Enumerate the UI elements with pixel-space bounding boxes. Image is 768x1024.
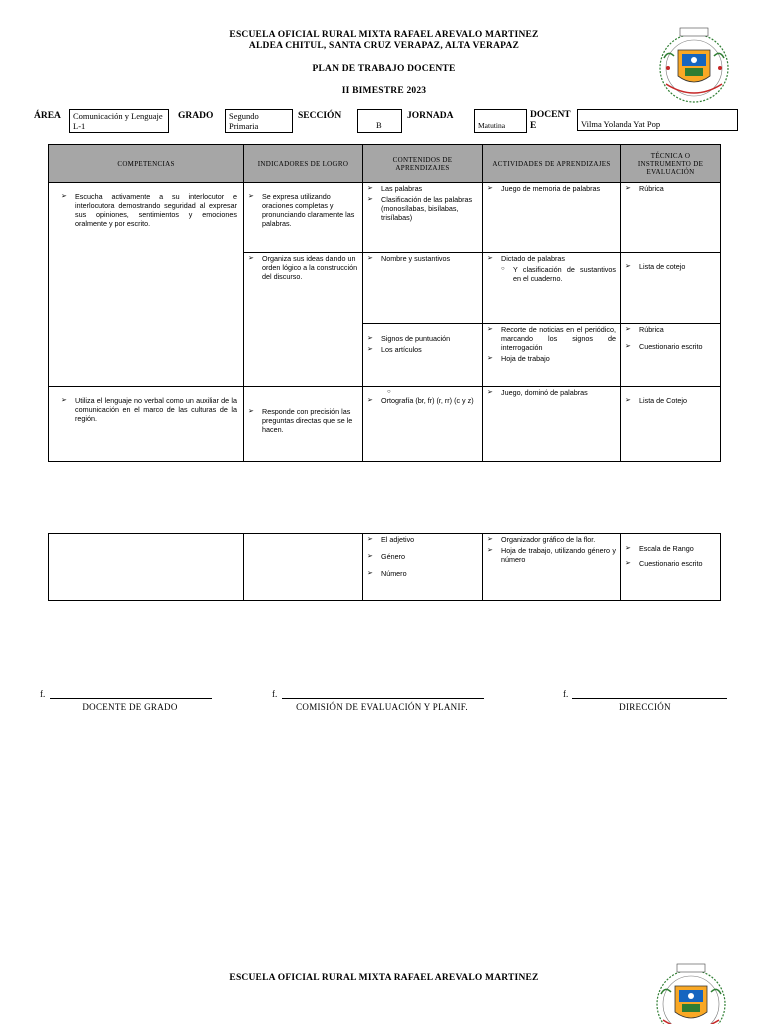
tecnica-lista-cotejo: ➢ Lista de cotejo (625, 262, 716, 271)
seccion-label: SECCIÓN (298, 111, 342, 121)
actividad-cell-3 (483, 324, 621, 387)
empty-circle-icon: ○ (387, 389, 391, 395)
jornada-value: Matutina (474, 109, 527, 133)
footer-logo (648, 960, 734, 1024)
competencia-cell-2 (49, 387, 244, 462)
sig-line-comision (282, 698, 484, 699)
school-location: ALDEA CHITUL, SANTA CRUZ VERAPAZ, ALTA VERAPAZ (248, 41, 520, 51)
actividad-clasificacion: ○ Y clasificación de sustantivos en el cuaderno. (487, 265, 616, 283)
plan-table (48, 144, 721, 462)
indicador-cell-2 (244, 253, 363, 387)
contenido-cell-4 (363, 387, 483, 462)
contenido-ortografia: ➢ Ortografía (br, fr) (r, rr) (c y z) (367, 396, 478, 405)
actividad-organizador: ➢ Organizador gráfico de la flor. (487, 535, 616, 544)
header-contenidos: CONTENIDOS DE APRENDIZAJES (363, 145, 483, 183)
competencia-2: ➢ Utiliza el lenguaje no verbal como un auxiliar de la comunicación en el marco de las culturas de la región. (61, 396, 237, 423)
contenido-genero: ➢ Género (367, 552, 478, 561)
indicador-2: ➢ Organiza sus ideas dando un orden lógico a la construcción del discurso. (248, 254, 358, 281)
t2-tecnica-cell (621, 534, 721, 601)
actividad-cell-1 (483, 183, 621, 253)
sig-direccion: DIRECCIÓN (619, 702, 671, 712)
competencia-cell-1 (49, 183, 244, 387)
sig-docente: DOCENTE DE GRADO (82, 702, 178, 712)
indicador-cell-3 (244, 387, 363, 462)
sig-prefix-docente: f. (40, 689, 46, 699)
indicador-cell-1 (244, 183, 363, 253)
tecnica-cell-4 (621, 387, 721, 462)
sig-prefix-comision: f. (272, 689, 278, 699)
contenido-sustantivos: ➢ Nombre y sustantivos (367, 254, 478, 263)
docente-value: Vilma Yolanda Yat Pop (577, 109, 738, 131)
actividad-recorte: ➢ Recorte de noticias en el periódico, marcando los signos de interrogación (487, 325, 616, 352)
actividad-domino: ➢ Juego, dominó de palabras (487, 388, 616, 397)
actividad-hoja-trabajo: ➢ Hoja de trabajo (487, 354, 616, 363)
contenido-numero: ➢ Número (367, 569, 478, 578)
tecnica-cuestionario-2: ➢ Cuestionario escrito (625, 559, 716, 568)
footer-school-name: ESCUELA OFICIAL RURAL MIXTA RAFAEL AREVALO MARTINEZ (229, 973, 539, 983)
indicador-3: ➢ Responde con precisión las preguntas directas que se le hacen. (248, 407, 358, 434)
tecnica-cell-1 (621, 183, 721, 253)
contenido-clasificacion: ➢ Clasificación de las palabras (monosílabas, bisílabas, trisílabas) (367, 195, 478, 222)
period-title: II BIMESTRE 2023 (341, 86, 427, 96)
actividad-cell-4 (483, 387, 621, 462)
school-crest-icon (648, 960, 734, 1024)
school-name: ESCUELA OFICIAL RURAL MIXTA RAFAEL AREVALO MARTINEZ (229, 30, 539, 40)
actividad-dictado: ➢ Dictado de palabras (487, 254, 616, 263)
tecnica-cuestionario-1: ➢ Cuestionario escrito (625, 342, 716, 351)
school-crest-icon (652, 24, 736, 108)
competencia-1: ➢ Escucha activamente a su interlocutor e interlocutora demostrando seguridad al expresar sus opiniones, sentimientos y emociones oralmente y por escrito. (61, 192, 237, 228)
grado-label: GRADO (178, 111, 214, 121)
contenido-cell-2 (363, 253, 483, 324)
grado-value: Segundo Primaria (225, 109, 293, 133)
contenido-cell-3 (363, 324, 483, 387)
actividad-cell-2 (483, 253, 621, 324)
tecnica-cell-3 (621, 324, 721, 387)
sig-prefix-direccion: f. (563, 689, 569, 699)
header-actividades: ACTIVIDADES DE APRENDIZAJES (483, 145, 621, 183)
t2-indicador-cell (244, 534, 363, 601)
actividad-hoja-genero: ➢ Hoja de trabajo, utilizando género y número (487, 546, 616, 564)
plan-title: PLAN DE TRABAJO DOCENTE (312, 64, 456, 74)
contenido-palabras: ➢ Las palabras (367, 184, 478, 193)
t2-actividad-cell (483, 534, 621, 601)
tecnica-cell-2 (621, 253, 721, 324)
area-label: ÁREA (34, 111, 61, 121)
sig-line-direccion (572, 698, 727, 699)
jornada-label: JORNADA (407, 111, 454, 121)
tecnica-rubrica-2: ➢ Rúbrica (625, 325, 716, 334)
contenido-cell-1 (363, 183, 483, 253)
tecnica-rubrica-1: ➢ Rúbrica (625, 184, 716, 193)
school-logo (652, 24, 736, 108)
actividad-juego-memoria: ➢ Juego de memoria de palabras (487, 184, 616, 193)
contenido-adjetivo: ➢ El adjetivo (367, 535, 478, 544)
seccion-value: B (357, 109, 402, 133)
contenido-articulos: ➢ Los artículos (367, 345, 478, 354)
indicador-1: ➢ Se expresa utilizando oraciones completas y pronunciando claramente las palabras. (248, 192, 358, 228)
sig-line-docente (50, 698, 212, 699)
t2-competencia-cell (49, 534, 244, 601)
docente-label-line2: E (530, 121, 537, 131)
header-indicadores: INDICADORES DE LOGRO (244, 145, 363, 183)
header-competencias: COMPETENCIAS (49, 145, 244, 183)
t2-contenido-cell (363, 534, 483, 601)
docente-label-line1: DOCENT (530, 110, 571, 120)
docente-label (530, 110, 571, 132)
header-tecnica: TÉCNICA O INSTRUMENTO DE EVALUACIÓN (621, 145, 721, 183)
tecnica-lista-cotejo-2: ➢ Lista de Cotejo (625, 396, 716, 405)
sig-comision: COMISIÓN DE EVALUACIÓN Y PLANIF. (296, 702, 468, 712)
plan-table-2 (48, 533, 721, 601)
contenido-signos: ➢ Signos de puntuación (367, 334, 478, 343)
tecnica-escala-rango: ➢ Escala de Rango (625, 544, 716, 553)
area-value: Comunicación y Lenguaje L-1 (69, 109, 169, 133)
